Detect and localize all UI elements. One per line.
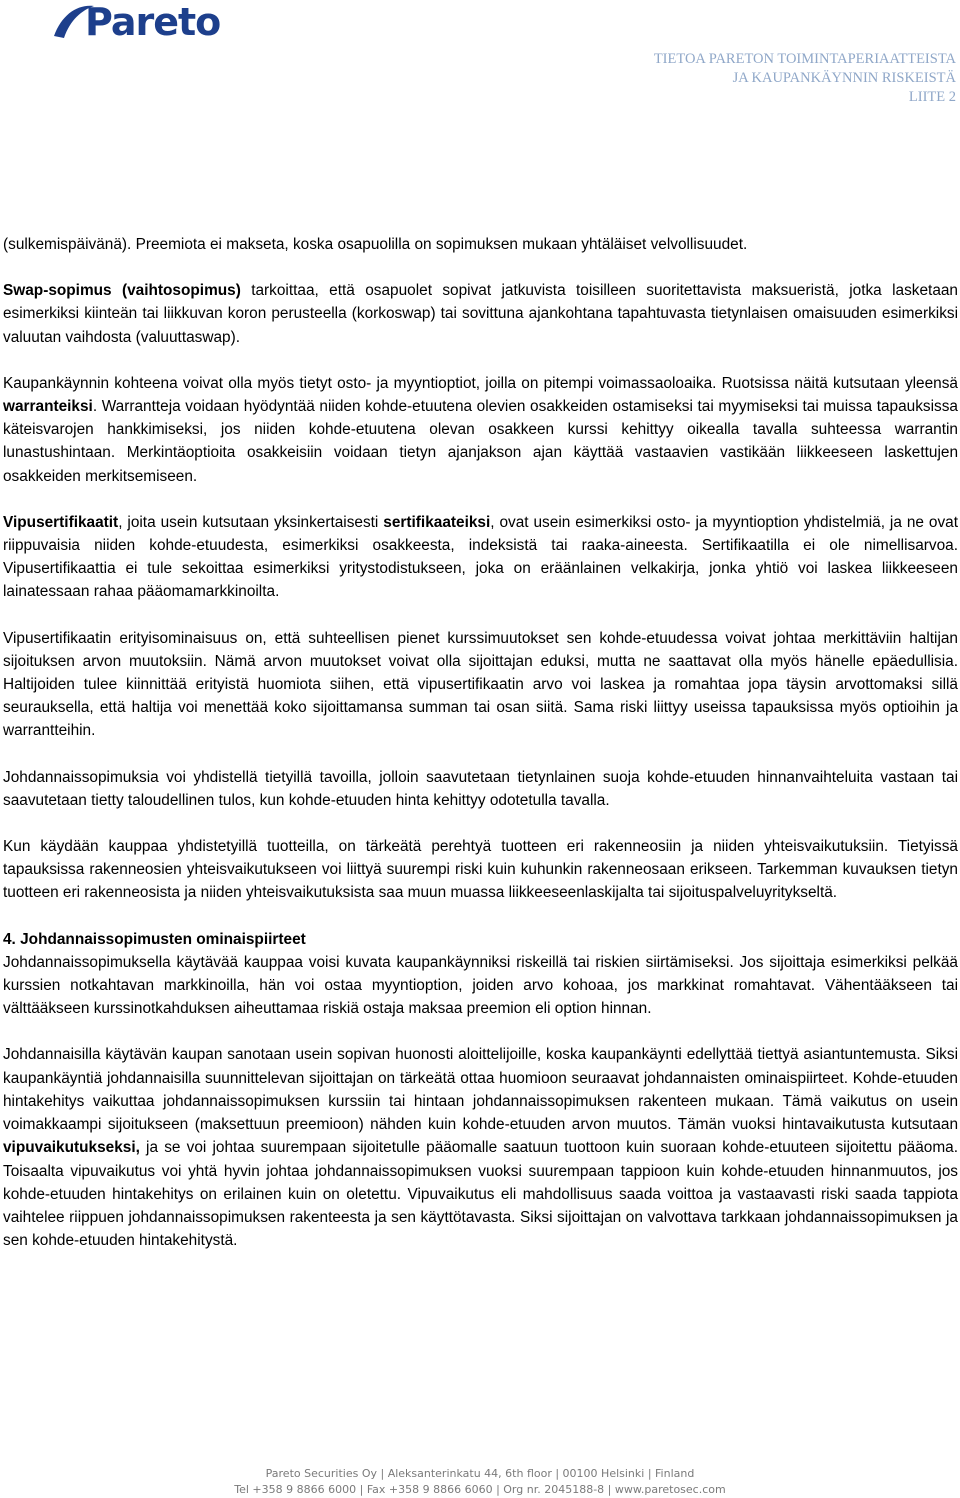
document-body [3, 233, 958, 1252]
paragraph-swap [3, 279, 958, 349]
term-sertifikaateiksi: sertifikaateiksi [383, 513, 491, 531]
section-heading: 4. Johdannaissopimusten ominaispiirteet [3, 930, 306, 948]
paragraph-leverage-text-b: ja se voi johtaa suurempaan sijoitetulle pääomalle saatuun tuottoon kuin suoraan kohde-etuuteen sijoitettu pääoma. Toisaalta vipuvaikutus voi yhtä hyvin johtaa johdannaissopimuksen vuoksi suurempaan tappioon kuin kohde-etuuden hinnanmuutos, jos kohde-etuuden hintakehitys on erilainen kuin on oletettu. Vipuvaikutus eli mahdollisuus saada voittoa ja vastaavasti riski saada tappiota vaihtelee riippuen johdannaissopimuksen rakenteesta ja sen käyttötavasta. Siksi sijoittajan on valvottava tarkkaan johdannaissopimuksen ja sen kohde-etuuden hintakehitystä. [3, 1139, 958, 1250]
header-title-line1: TIETOA PARETON TOIMINTAPERIAATTEISTA [653, 51, 956, 67]
paragraph-1: (sulkemispäivänä). Preemiota ei makseta, koska osapuolilla on sopimuksen mukaan yhtäläiset velvollisuudet. [3, 236, 748, 253]
paragraph-warrants [3, 372, 958, 488]
footer-address: Pareto Securities Oy | Aleksanterinkatu 44, 6th floor | 00100 Helsinki | Finland [265, 1467, 695, 1480]
footer-contact: Tel +358 9 8866 6000 | Fax +358 9 8866 6060 | Org nr. 2045188-8 | www.paretosec.com [234, 1483, 726, 1496]
paragraph-leverage-text-a: Johdannaisilla käytävän kaupan sanotaan usein sopivan huonosti aloittelijoille, koska kaupankäynti edellyttää tiettyä asiantuntemusta. Siksi kaupankäyntiä johdannaisilla suunnittelevan sijoittajan on tärkeätä ottaa huomioon seuraavat johdannaisten ominaispiirteet. Kohde-etuuden hintakehitys vaikuttaa johdannaissopimuksen kurssiin tai hintaan johdannaissopimuksen rakenteen mukaan. Tämä vaikutus on usein voimakkaampi sijoitukseen (maksettuun preemioon) nähden kuin kohde-etuuden arvon muutos. Tämän vuoksi hintavaikutusta kutsutaan [3, 1046, 958, 1134]
paragraph-leverage [3, 1043, 958, 1252]
paragraph-5: Vipusertifikaatin erityisominaisuus on, että suhteellisen pienet kurssimuutokset sen kohde-etuudessa voivat johtaa merkittäviin haltijan sijoituksen arvon muutoksiin. Nämä arvon muutokset voivat olla sijoittajan eduksi, mutta ne saattavat olla myös hänelle epäedullisia. Haltijoiden tulee kiinnittää erityistä huomiota siihen, että vipusertifikaatin arvo voi laskea ja romahtaa jopa täysin arvottomaksi sillä seurauksella, että haltija voi menettää koko sijoittamansa summan tai osan siitä. Sama riski liittyy useissa tapauksissa myös optioihin ja warrantteihin. [3, 629, 958, 740]
paragraph-certificates-text-b: , ovat usein esimerkiksi osto- ja myyntioption yhdistelmiä, ja ne ovat riippuvaisia niiden kohde-etuudesta, esimerkiksi osakkeesta, indeksistä tai raaka-aineesta. Sertifikaatilla ei ole nimellisarvoa. Vipusertifikaattia ei tule sekoittaa esimerkiksi yritystodistukseen, joka on eräänlainen velkakirja, jonka yhtiö voi laskea liikkeeseen lainatessaan rahaa pääomamarkkinoilta. [3, 513, 958, 601]
term-vipusertifikaatit: Vipusertifikaatit [3, 513, 119, 531]
paragraph-certificates [3, 511, 958, 604]
header-title-line3: LIITE 2 [908, 89, 956, 105]
paragraph-7: Kun käydään kauppaa yhdistetyillä tuotteilla, on tärkeätä perehtyä tuotteen eri rakenneosiin ja niiden yhteisvaikutuksiin. Tietyissä tapauksissa rakenneosien yhteisvaikutukseen voi liittyä suurempi riski kuin kuhunkin rakenneosaan erikseen. Tarkemman kuvauksen tietyn tuotteen eri rakenneosista ja niiden yhteisvaikutuksista saa muun muassa liikkeeseenlaskijalta tai sijoituspalveluyritykseltä. [3, 838, 958, 902]
page-footer [0, 1466, 960, 1498]
logo-text: Pareto [85, 0, 221, 44]
term-swap: Swap-sopimus (vaihtosopimus) [3, 282, 241, 300]
paragraph-warrants-text-b: . Warrantteja voidaan hyödyntää niiden kohde-etuutena olevien osakkeiden ostamiseksi tai myymiseksi tai muissa tapauksissa käteisvarojen hankkimiseksi, jos niiden kohde-etuutena olevan osakkeen kurssi kehittyy oikealla tavalla suhteessa warrantin lunastushintaan. Merkintäoptioita osakkeisiin voidaan tietyn ajanjakson ajan käyttää vastaavien vastikään liikkeeseen laskettujen osakkeiden merkitsemiseen. [3, 398, 958, 485]
paragraph-6: Johdannaissopimuksia voi yhdistellä tietyillä tavoilla, jolloin saavutetaan tietynlainen suoja kohde-etuuden hinnanvaihteluita vastaan tai saavutetaan tietty taloudellinen tulos, kun kohde-etuuden hinta kehittyy odotetulla tavalla. [3, 768, 958, 809]
header-title-line2: JA KAUPANKÄYNNIN RISKEISTÄ [732, 70, 956, 86]
term-warrants: warranteiksi [3, 398, 93, 416]
paragraph-certificates-text-a: , joita usein kutsutaan yksinkertaisesti [118, 513, 384, 531]
term-vipuvaikutukseksi: vipuvaikutukseksi, [3, 1139, 140, 1157]
document-header [654, 50, 956, 107]
paragraph-8: Johdannaissopimuksella käytävää kauppaa voisi kuvata kaupankäynniksi riskeillä tai riskien siirtämiseksi. Jos sijoittaja esimerkiksi pelkää kurssien notkahtavan markkinoilla, hän voi ostaa myyntioption, joiden arvo kohoaa, jos markkinat romahtavat. Vähentääkseen tai välttääkseen kurssinotkahduksen aiheuttamaa riskiä ostaja maksaa preemion eli option hinnan. [3, 953, 958, 1018]
paragraph-warrants-text-a: Kaupankäynnin kohteena voivat olla myös tietyt osto- ja myyntioptiot, joilla on pitempi voimassaoloaika. Ruotsissa näitä kutsutaan yleensä [3, 374, 958, 392]
paragraph-swap-text: tarkoittaa, että osapuolet sopivat jatkuvista toisilleen suoritettavista maksueristä, jotka lasketaan esimerkiksi kiinteän tai liikkuvan koron perusteella (korkoswap) tai sovittuna ajankohtana tapahtuvasta tietynlaisen omaisuuden esimerkiksi valuutan vaihdosta (valuuttaswap). [3, 282, 958, 346]
